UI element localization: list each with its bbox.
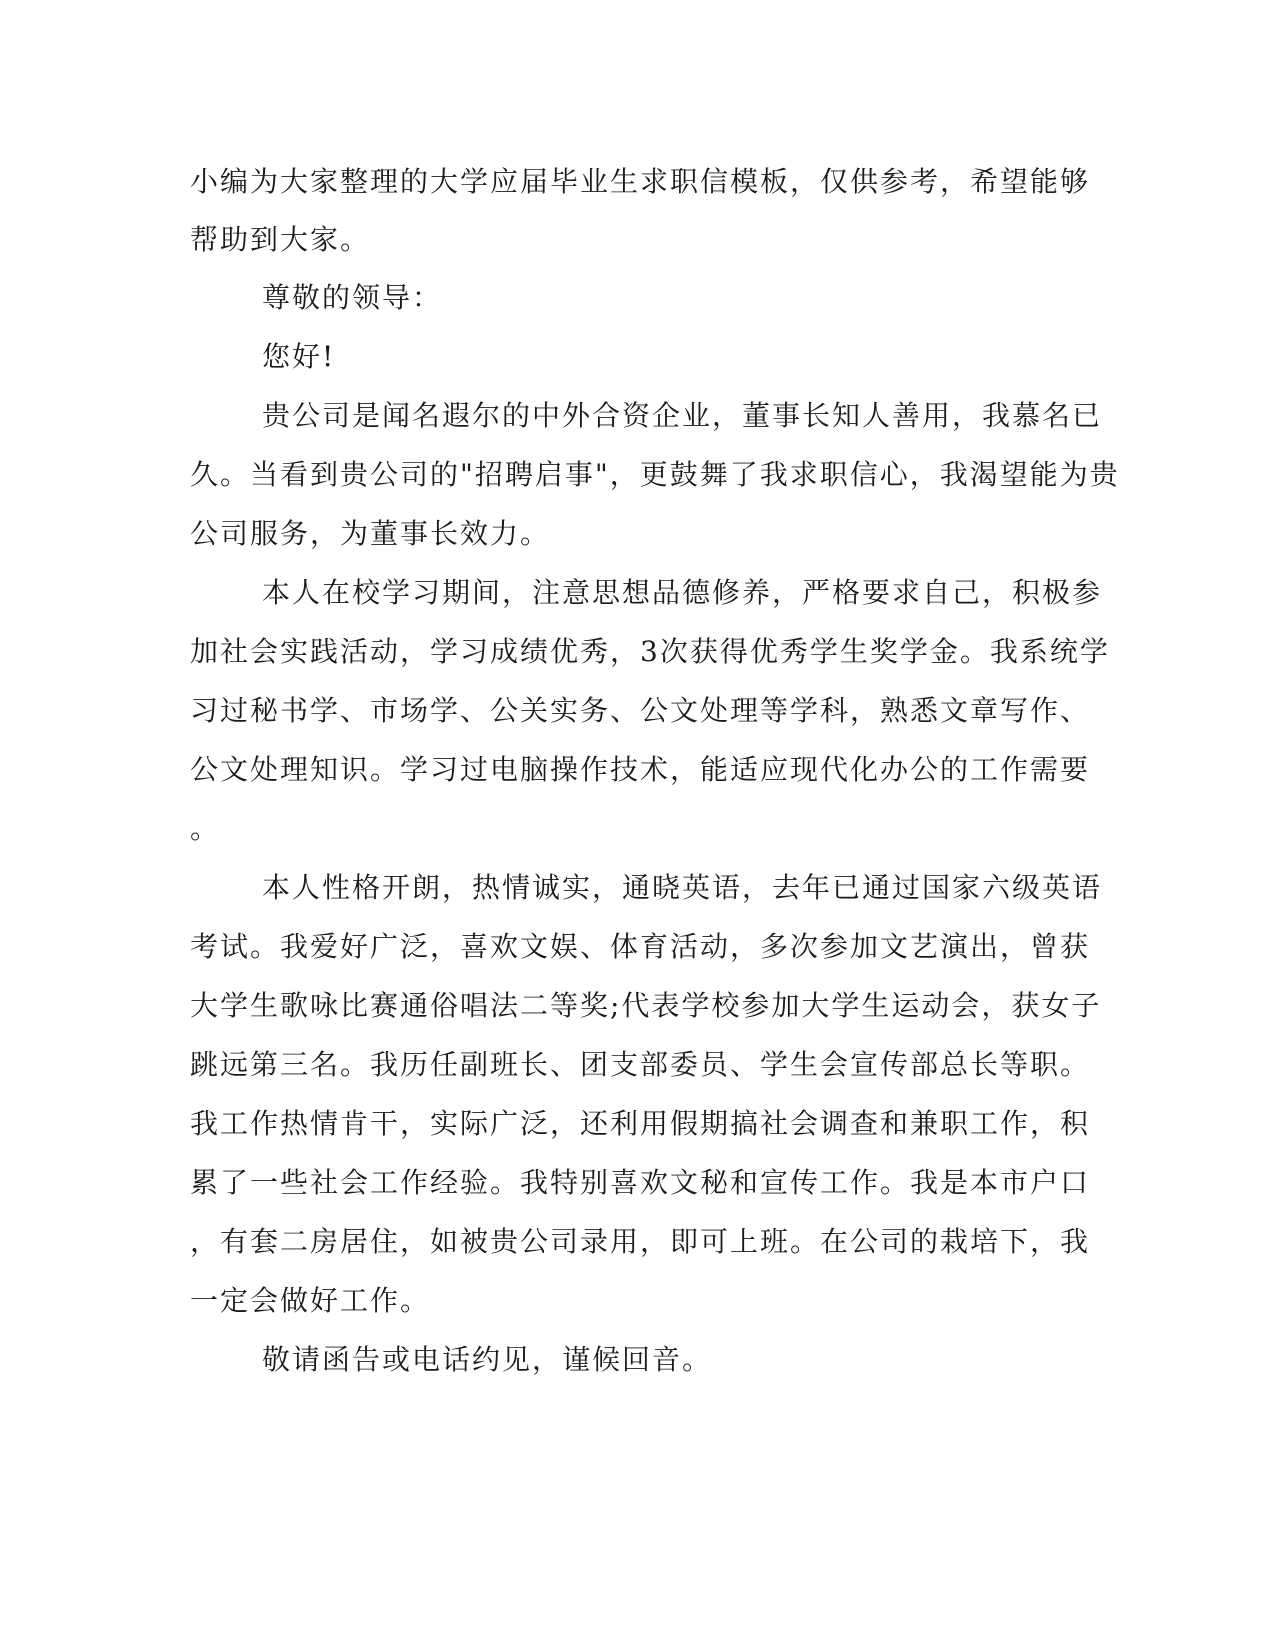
paragraph-1-line-2: 久。当看到贵公司的"招聘启事"，更鼓舞了我求职信心，我渴望能为贵: [190, 458, 1120, 491]
paragraph-2-line-5: 。: [190, 812, 221, 845]
paragraph-3-line-2: 考试。我爱好广泛，喜欢文娱、体育活动，多次参加文艺演出，曾获: [190, 930, 1091, 963]
paragraph-1-line-3: 公司服务，为董事长效力。: [190, 517, 551, 550]
paragraph-3-line-4: 跳远第三名。我历任副班长、团支部委员、学生会宣传部总长等职。: [190, 1048, 1091, 1081]
closing-line: 敬请函告或电话约见，谨候回音。: [262, 1343, 713, 1376]
paragraph-3-line-5: 我工作热情肯干，实际广泛，还利用假期搞社会调查和兼职工作，积: [190, 1107, 1091, 1140]
salutation: 尊敬的领导：: [262, 281, 443, 314]
paragraph-1-line-1: 贵公司是闻名遐尔的中外合资企业，董事长知人善用，我慕名已: [262, 399, 1103, 432]
paragraph-3-line-7: ，有套二房居住，如被贵公司录用，即可上班。在公司的栽培下，我: [190, 1225, 1091, 1258]
paragraph-3-line-1: 本人性格开朗，热情诚实，通晓英语，去年已通过国家六级英语: [262, 871, 1103, 904]
intro-line-2: 帮助到大家。: [190, 223, 371, 256]
paragraph-2-line-1: 本人在校学习期间，注意思想品德修养，严格要求自己，积极参: [262, 576, 1103, 609]
greeting: 您好!: [262, 340, 336, 373]
paragraph-2-line-3: 习过秘书学、市场学、公关实务、公文处理等学科，熟悉文章写作、: [190, 694, 1091, 727]
paragraph-3-line-8: 一定会做好工作。: [190, 1284, 431, 1317]
paragraph-2-line-2: 加社会实践活动，学习成绩优秀，3次获得优秀学生奖学金。我系统学: [190, 635, 1110, 668]
paragraph-3-line-3: 大学生歌咏比赛通俗唱法二等奖;代表学校参加大学生运动会，获女子: [190, 989, 1102, 1022]
paragraph-3-line-6: 累了一些社会工作经验。我特别喜欢文秘和宣传工作。我是本市户口: [190, 1166, 1091, 1199]
intro-line-1: 小编为大家整理的大学应届毕业生求职信模板，仅供参考，希望能够: [190, 165, 1091, 198]
paragraph-2-line-4: 公文处理知识。学习过电脑操作技术，能适应现代化办公的工作需要: [190, 753, 1091, 786]
